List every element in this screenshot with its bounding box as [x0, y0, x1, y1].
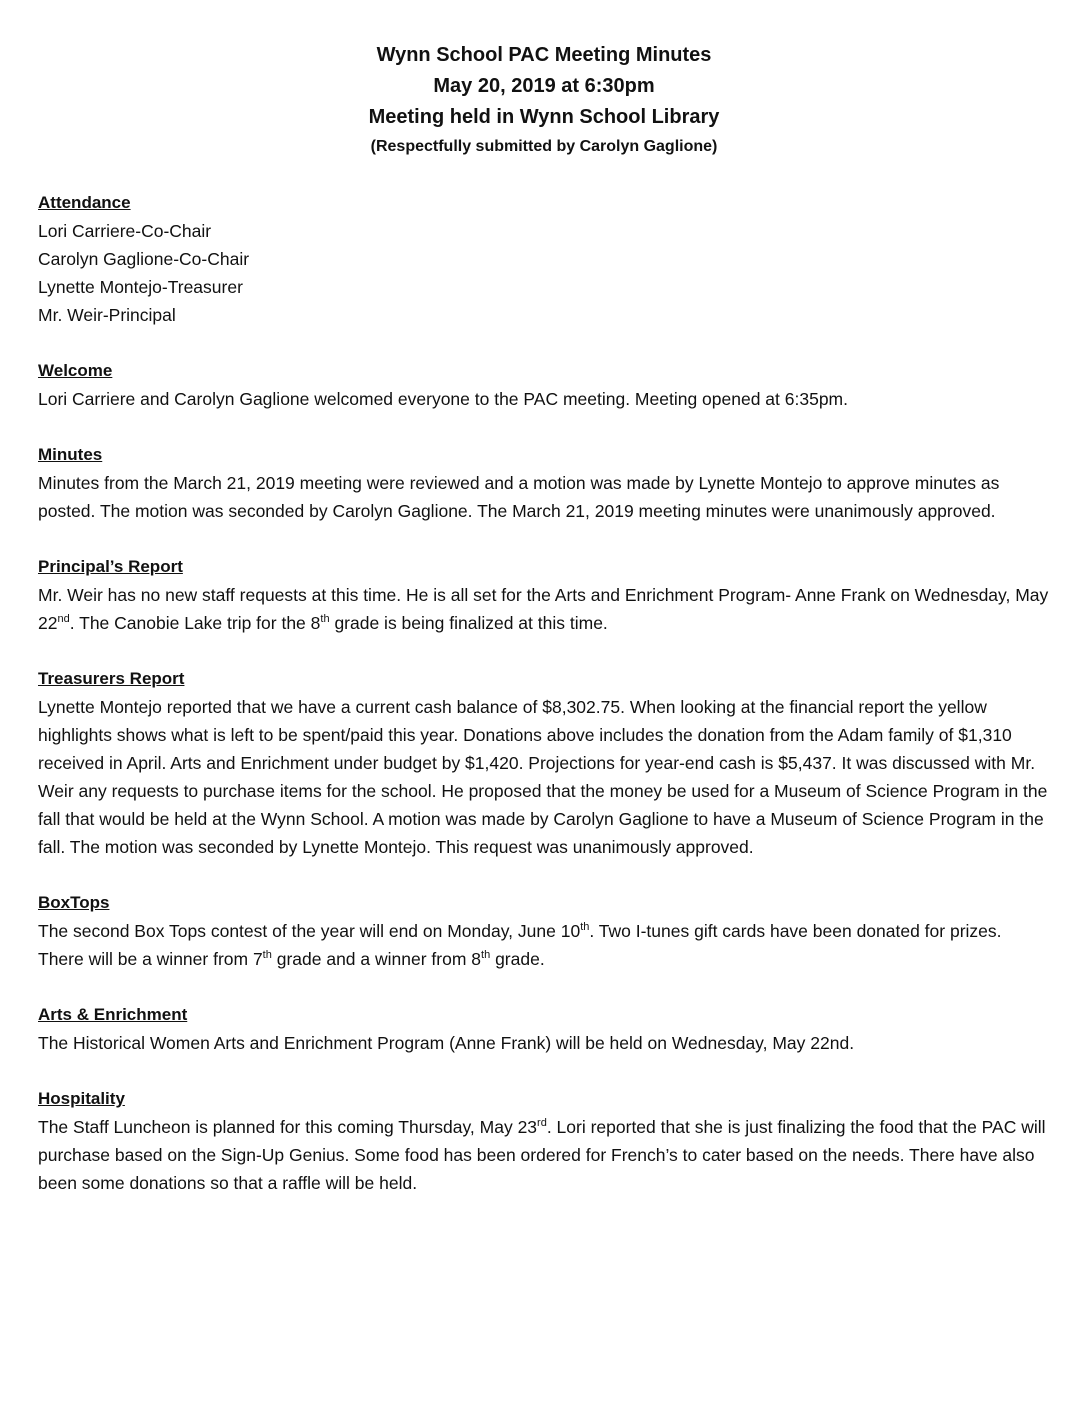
text-run: grade and a winner from 8 [271, 949, 482, 969]
attendee-item: Carolyn Gaglione-Co-Chair [38, 249, 250, 269]
document-title: Wynn School PAC Meeting Minutes [376, 44, 712, 66]
principals-report-heading: Principal’s Report [38, 557, 183, 576]
ordinal-suffix: th [320, 613, 330, 626]
treasurers-report-heading: Treasurers Report [38, 669, 185, 688]
arts-enrichment-section [38, 1001, 1050, 1057]
welcome-section [38, 357, 1050, 413]
treasurers-report-section [38, 665, 1050, 861]
minutes-body: Minutes from the March 21, 2019 meeting were reviewed and a motion was made by Lynette Montejo to approve minutes as posted. The motion was seconded by Carolyn Gaglione. The March 21, 2019 meeting minutes were unanimously approved. [38, 473, 1000, 521]
attendance-section [38, 189, 1050, 329]
submitted-by: (Respectfully submitted by Carolyn Gaglione) [370, 138, 718, 155]
boxtops-body [38, 917, 1050, 973]
principals-report-body [38, 581, 1050, 637]
text-run: . The Canobie Lake trip for the 8 [69, 613, 321, 633]
hospitality-section [38, 1085, 1050, 1197]
text-run: . Two I-tunes gift cards have been donated for prizes. There will be a winner from 7 [38, 921, 1002, 969]
meeting-date: May 20, 2019 at 6:30pm [433, 75, 655, 97]
arts-enrichment-body: The Historical Women Arts and Enrichment Program (Anne Frank) will be held on Wednesday, May 22nd. [38, 1033, 855, 1053]
principals-report-section [38, 553, 1050, 637]
minutes-heading: Minutes [38, 445, 103, 464]
text-run: grade. [490, 949, 545, 969]
hospitality-body [38, 1113, 1050, 1197]
ordinal-suffix: th [481, 949, 491, 962]
welcome-heading: Welcome [38, 361, 113, 380]
attendee-item: Mr. Weir-Principal [38, 305, 176, 325]
boxtops-section [38, 889, 1050, 973]
ordinal-suffix: th [580, 921, 590, 934]
ordinal-suffix: nd [57, 613, 70, 626]
arts-enrichment-heading: Arts & Enrichment [38, 1005, 188, 1024]
attendance-heading: Attendance [38, 193, 131, 212]
text-run: The Staff Luncheon is planned for this coming Thursday, May 23 [38, 1117, 538, 1137]
attendee-item: Lynette Montejo-Treasurer [38, 277, 243, 297]
ordinal-suffix: rd [537, 1117, 547, 1130]
meeting-location: Meeting held in Wynn School Library [368, 106, 720, 128]
document-page [38, 40, 1050, 1197]
minutes-section [38, 441, 1050, 525]
welcome-body: Lori Carriere and Carolyn Gaglione welcomed everyone to the PAC meeting. Meeting opened at 6:35pm. [38, 389, 848, 409]
text-run: The second Box Tops contest of the year will end on Monday, June 10 [38, 921, 581, 941]
attendee-item: Lori Carriere-Co-Chair [38, 221, 212, 241]
text-run: . Lori reported that she is just finalizing the food that the PAC will purchase based on the Sign-Up Genius. Some food has been ordered for French’s to cater based on the needs. There have also been some donations so that a raffle will be held. [38, 1117, 1046, 1193]
ordinal-suffix: th [262, 949, 272, 962]
document-header [38, 40, 1050, 161]
boxtops-heading: BoxTops [38, 893, 110, 912]
hospitality-heading: Hospitality [38, 1089, 125, 1108]
treasurers-report-body: Lynette Montejo reported that we have a current cash balance of $8,302.75. When looking at the financial report the yellow highlights shows what is left to be spent/paid this year. Donations above includes the donation from the Adam family of $1,310 received in April. Arts and Enrichment under budget by $1,420. Projections for year-end cash is $5,437. It was discussed with Mr. Weir any requests to purchase items for the school. He proposed that the money be used for a Museum of Science Program in the fall that would be held at the Wynn School. A motion was made by Carolyn Gaglione to have a Museum of Science Program in the fall. The motion was seconded by Lynette Montejo. This request was unanimously approved. [38, 697, 1048, 857]
text-run: Mr. Weir has no new staff requests at this time. He is all set for the Arts and Enrichment Program- Anne Frank on Wednesday, May 22 [38, 585, 1049, 633]
text-run: grade is being finalized at this time. [329, 613, 608, 633]
